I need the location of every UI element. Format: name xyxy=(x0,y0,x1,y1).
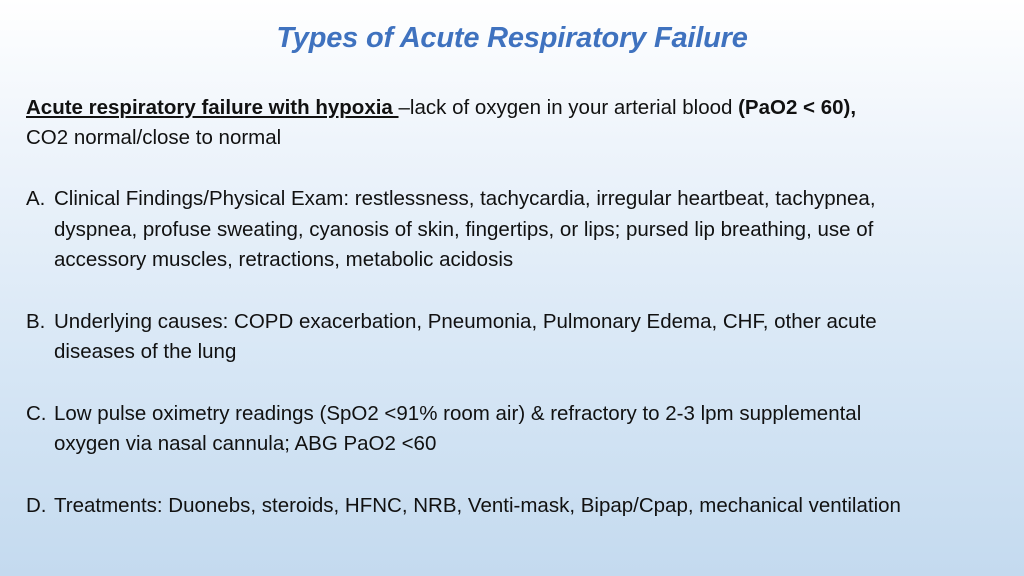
list-item-text: Clinical Findings/Physical Exam: restlessness, tachycardia, irregular heartbeat, tachypnea, dyspnea, profuse sweating, cyanosis of skin, fingertips, or lips; pursed lip breathing, use of accessory muscles, retractions, metabolic acidosis xyxy=(54,187,876,271)
list-item-b xyxy=(26,307,986,368)
intro-definition: –lack of oxygen in your arterial blood xyxy=(398,96,739,119)
list-marker: A. xyxy=(26,187,46,210)
list-marker: C. xyxy=(26,401,47,425)
list-marker: B. xyxy=(26,309,46,333)
intro-term: Acute respiratory failure with hypoxia xyxy=(26,96,399,119)
slide-title: Types of Acute Respiratory Failure xyxy=(276,22,748,54)
list-item-text: Low pulse oximetry readings (SpO2 <91% room air) & refractory to 2-3 lpm supplemental oxygen via nasal cannula; ABG PaO2 <60 xyxy=(54,401,862,455)
intro-emphasis: (PaO2 < 60), xyxy=(738,96,857,119)
list-item-text: Underlying causes: COPD exacerbation, Pneumonia, Pulmonary Edema, CHF, other acute diseases of the lung xyxy=(54,309,877,363)
list-item-c xyxy=(26,399,986,460)
list-item-d xyxy=(26,491,986,522)
list-item-text: Treatments: Duonebs, steroids, HFNC, NRB, Venti-mask, Bipap/Cpap, mechanical ventilation xyxy=(54,493,901,517)
findings-list xyxy=(26,184,986,552)
list-item-a xyxy=(26,184,986,276)
list-marker: D. xyxy=(26,493,47,517)
intro-continuation: CO2 normal/close to normal xyxy=(26,126,282,149)
intro-paragraph xyxy=(26,93,986,153)
